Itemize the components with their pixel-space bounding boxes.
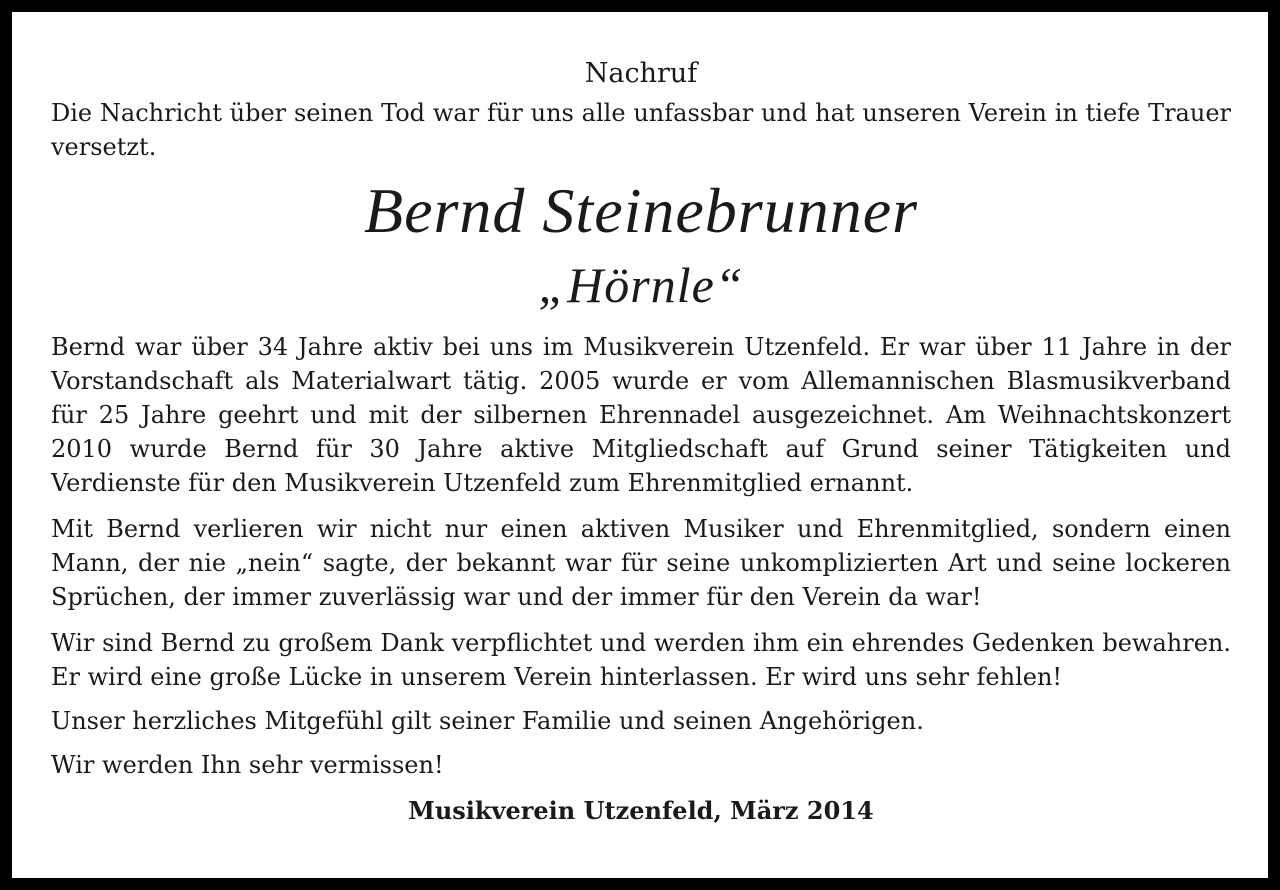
signature: Musikverein Utzenfeld, März 2014 — [408, 796, 874, 825]
obituary-frame — [12, 12, 1268, 878]
obituary-heading: Nachruf — [584, 58, 698, 89]
intro-paragraph: Die Nachricht über seinen Tod war für uns alle unfassbar und hat unseren Verein in tiefe Trauer versetzt. — [51, 99, 1231, 161]
paragraph-career: Bernd war über 34 Jahre aktiv bei uns im Musikverein Utzenfeld. Er war über 11 Jahre in der Vorstandschaft als Materialwart tätig. 2005 wurde er vom Allemannischen Blasmusikverband für 25 Jahre geehrt und mit der silbernen Ehrennadel ausgezeichnet. Am Weihnachtskonzert 2010 wurde Bernd für 30 Jahre aktive Mitgliedschaft auf Grund seiner Tätigkeiten und Verdienste für den Musikverein Utzenfeld zum Ehrenmitglied ernannt. — [51, 333, 1231, 497]
paragraph-farewell: Wir werden Ihn sehr vermissen! — [51, 751, 444, 779]
paragraph-condolence: Unser herzliches Mitgefühl gilt seiner Familie und seinen Angehörigen. — [51, 707, 924, 735]
deceased-name: Bernd Steinebrunner — [364, 175, 918, 246]
deceased-nickname: „Hörnle“ — [538, 257, 744, 313]
paragraph-character: Mit Bernd verlieren wir nicht nur einen aktiven Musiker und Ehrenmitglied, sondern einen Mann, der nie „nein“ sagte, der bekannt war für seine unkomplizierten Art und seine lockeren Sprüchen, der immer zuverlässig war und der immer für den Verein da war! — [51, 515, 1231, 611]
obituary-content — [51, 56, 1231, 828]
paragraph-gratitude: Wir sind Bernd zu großem Dank verpflichtet und werden ihm ein ehrendes Gedenken bewahren. Er wird eine große Lücke in unserem Verein hinterlassen. Er wird uns sehr fehlen! — [51, 629, 1231, 691]
